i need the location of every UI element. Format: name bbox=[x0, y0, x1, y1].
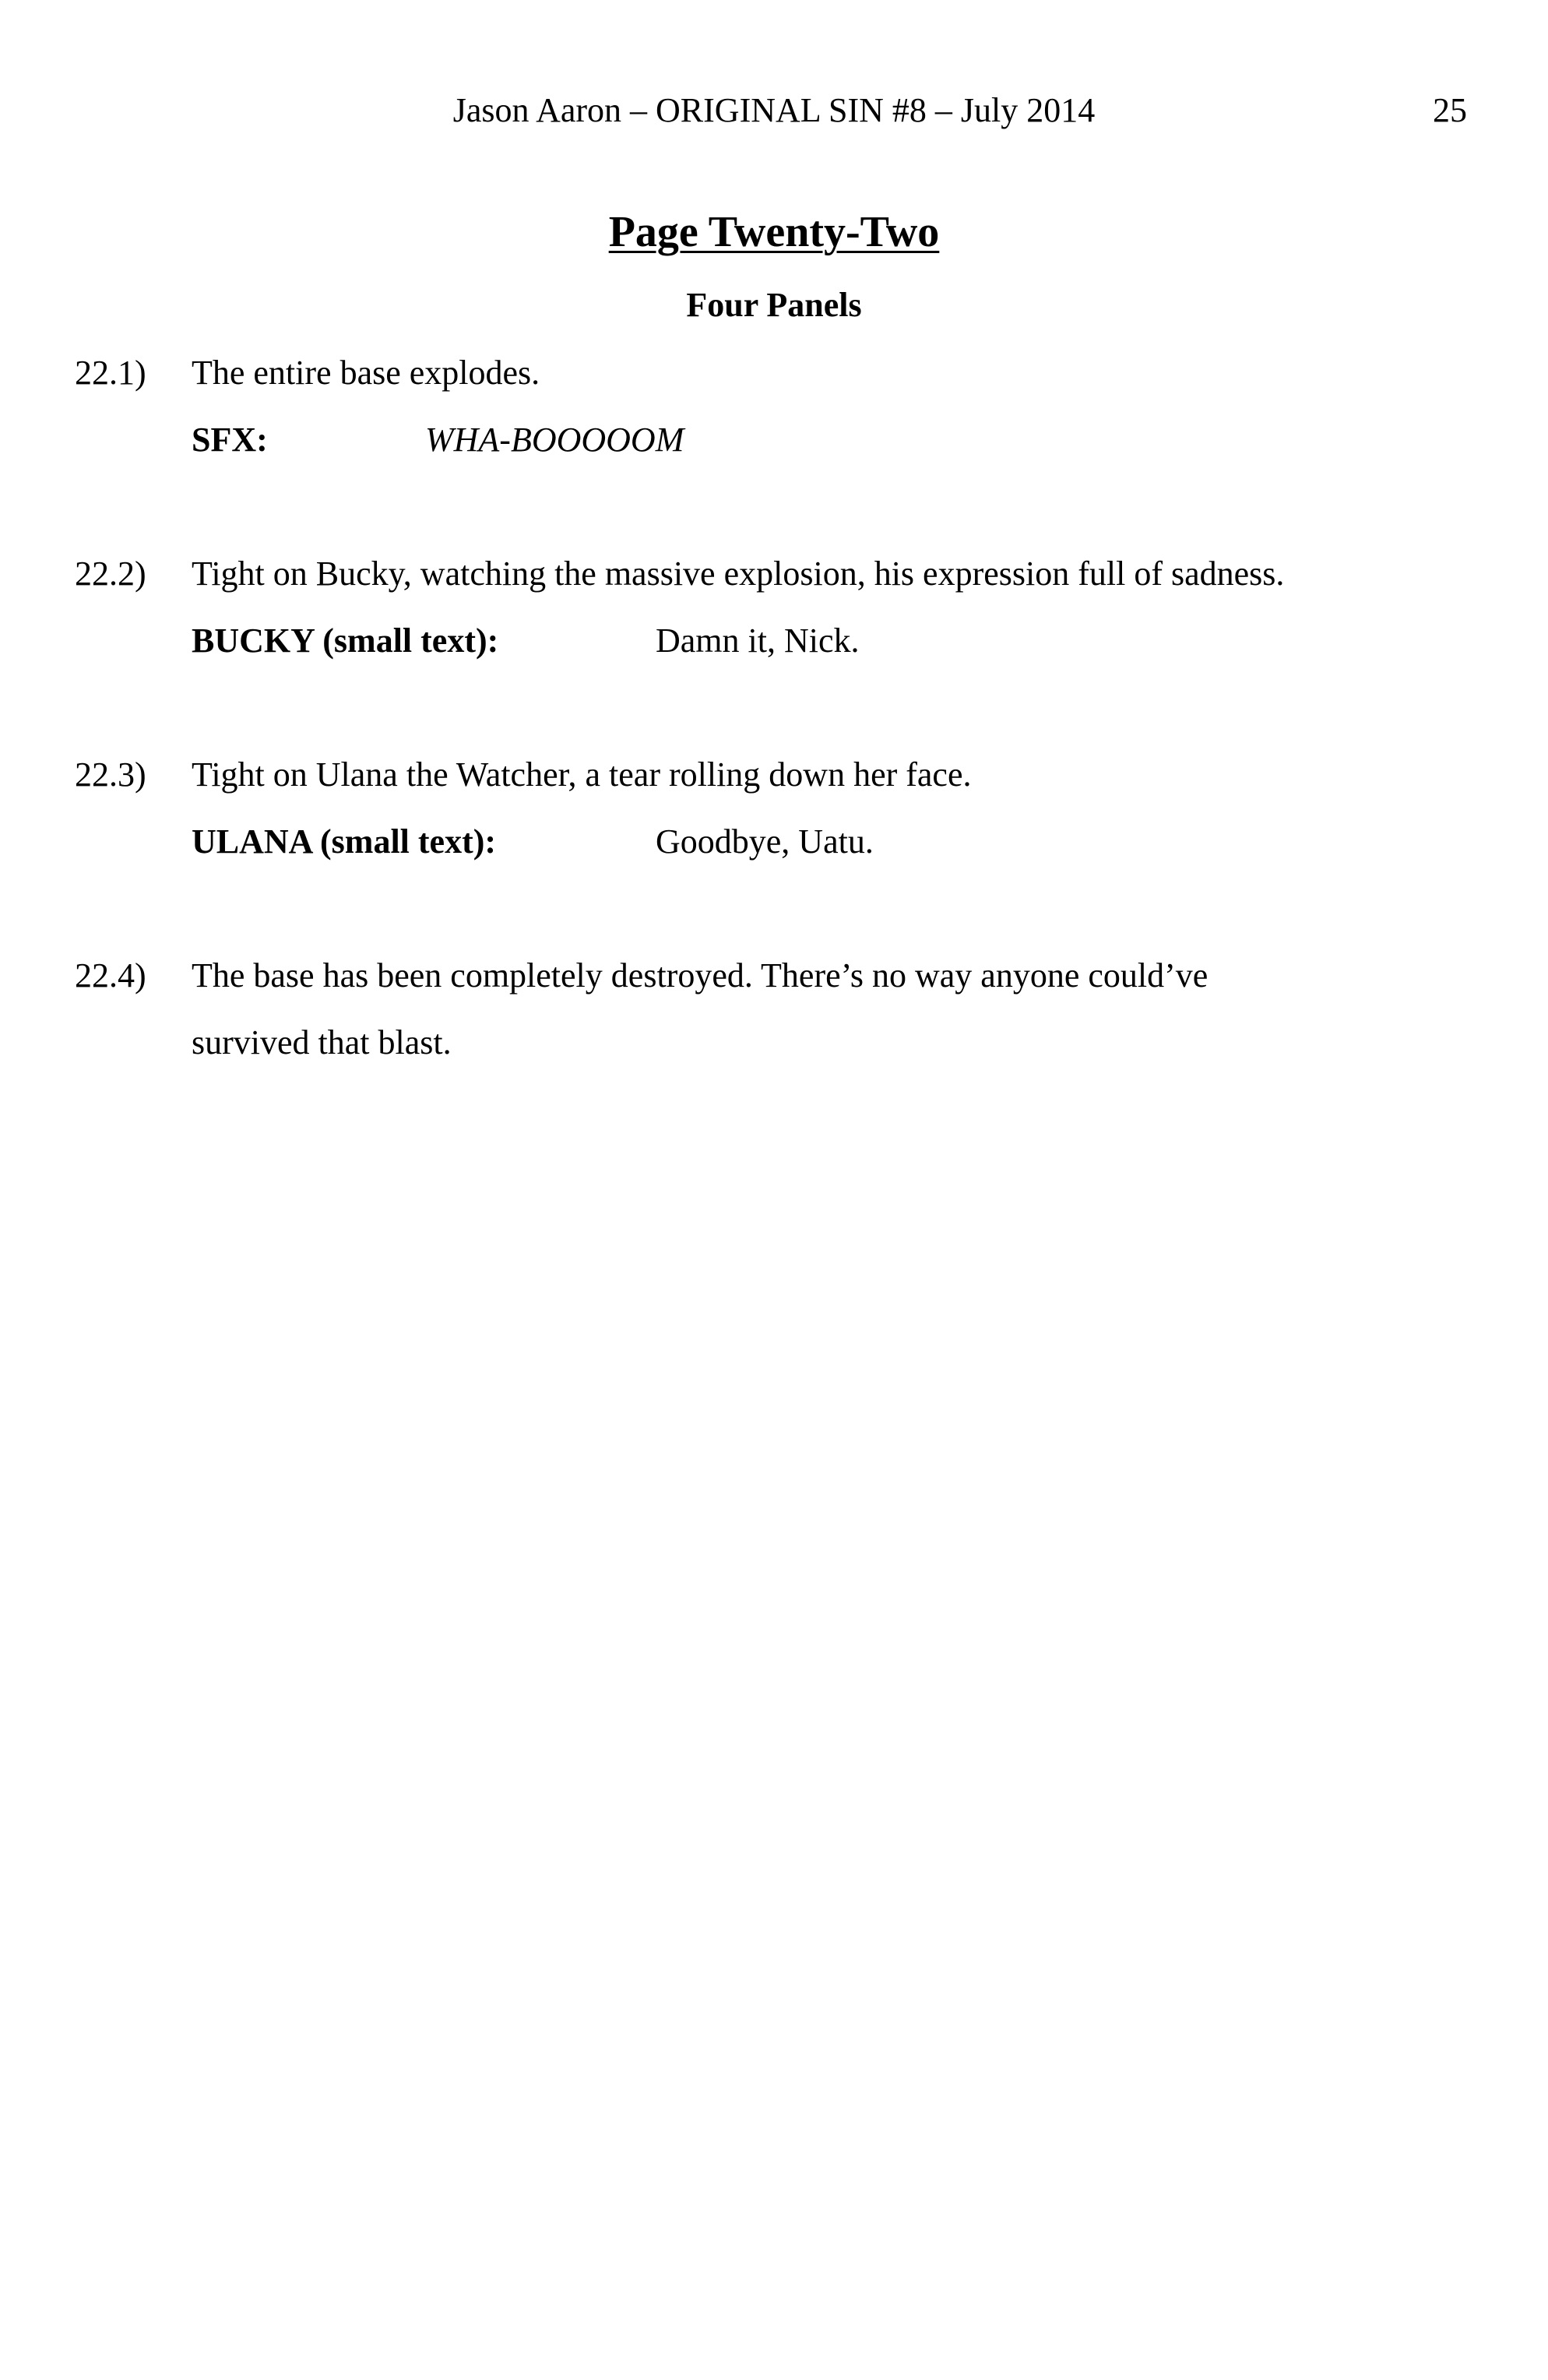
panel-22-3 bbox=[75, 741, 1476, 875]
speaker-name: BUCKY (small text): bbox=[192, 621, 499, 660]
panel-description-row bbox=[75, 340, 1476, 407]
sfx-line bbox=[75, 407, 1476, 474]
panel-number: 22.3) bbox=[75, 755, 146, 794]
dialogue-text: Goodbye, Uatu. bbox=[656, 822, 874, 861]
page-header bbox=[0, 87, 1548, 134]
dialogue-line bbox=[75, 808, 1476, 875]
panel-number: 22.1) bbox=[75, 354, 146, 392]
sfx-label: SFX: bbox=[192, 421, 268, 459]
header-title: Jason Aaron – ORIGINAL SIN #8 – July 2014 bbox=[452, 91, 1096, 129]
speaker-name: ULANA (small text): bbox=[192, 822, 497, 861]
panel-22-2 bbox=[75, 540, 1476, 674]
panel-description: Tight on Bucky, watching the massive explosion, his expression full of sadness. bbox=[192, 555, 1285, 593]
panel-description: Tight on Ulana the Watcher, a tear rolling down her face. bbox=[192, 755, 972, 794]
panel-number: 22.4) bbox=[75, 956, 146, 995]
page-heading-text: Page Twenty-Two bbox=[608, 208, 940, 256]
page-number: 25 bbox=[1433, 91, 1467, 129]
dialogue-line bbox=[75, 607, 1476, 674]
sfx-text: WHA-BOOOOOM bbox=[425, 421, 684, 459]
panel-22-1 bbox=[75, 340, 1476, 474]
page-heading bbox=[0, 204, 1548, 260]
panel-description-continuation bbox=[75, 1009, 1476, 1076]
panel-number: 22.2) bbox=[75, 555, 146, 593]
panel-description-line-2: survived that blast. bbox=[192, 1023, 452, 1061]
panel-description-row bbox=[75, 540, 1476, 607]
panel-description: The entire base explodes. bbox=[192, 354, 540, 392]
panel-count: Four Panels bbox=[686, 286, 862, 324]
panel-description-row bbox=[75, 741, 1476, 808]
panel-description-row bbox=[75, 942, 1476, 1009]
dialogue-text: Damn it, Nick. bbox=[656, 621, 860, 660]
panel-description-line-1: The base has been completely destroyed. There’s no way anyone could’ve bbox=[192, 956, 1208, 995]
panel-22-4 bbox=[75, 942, 1476, 1076]
